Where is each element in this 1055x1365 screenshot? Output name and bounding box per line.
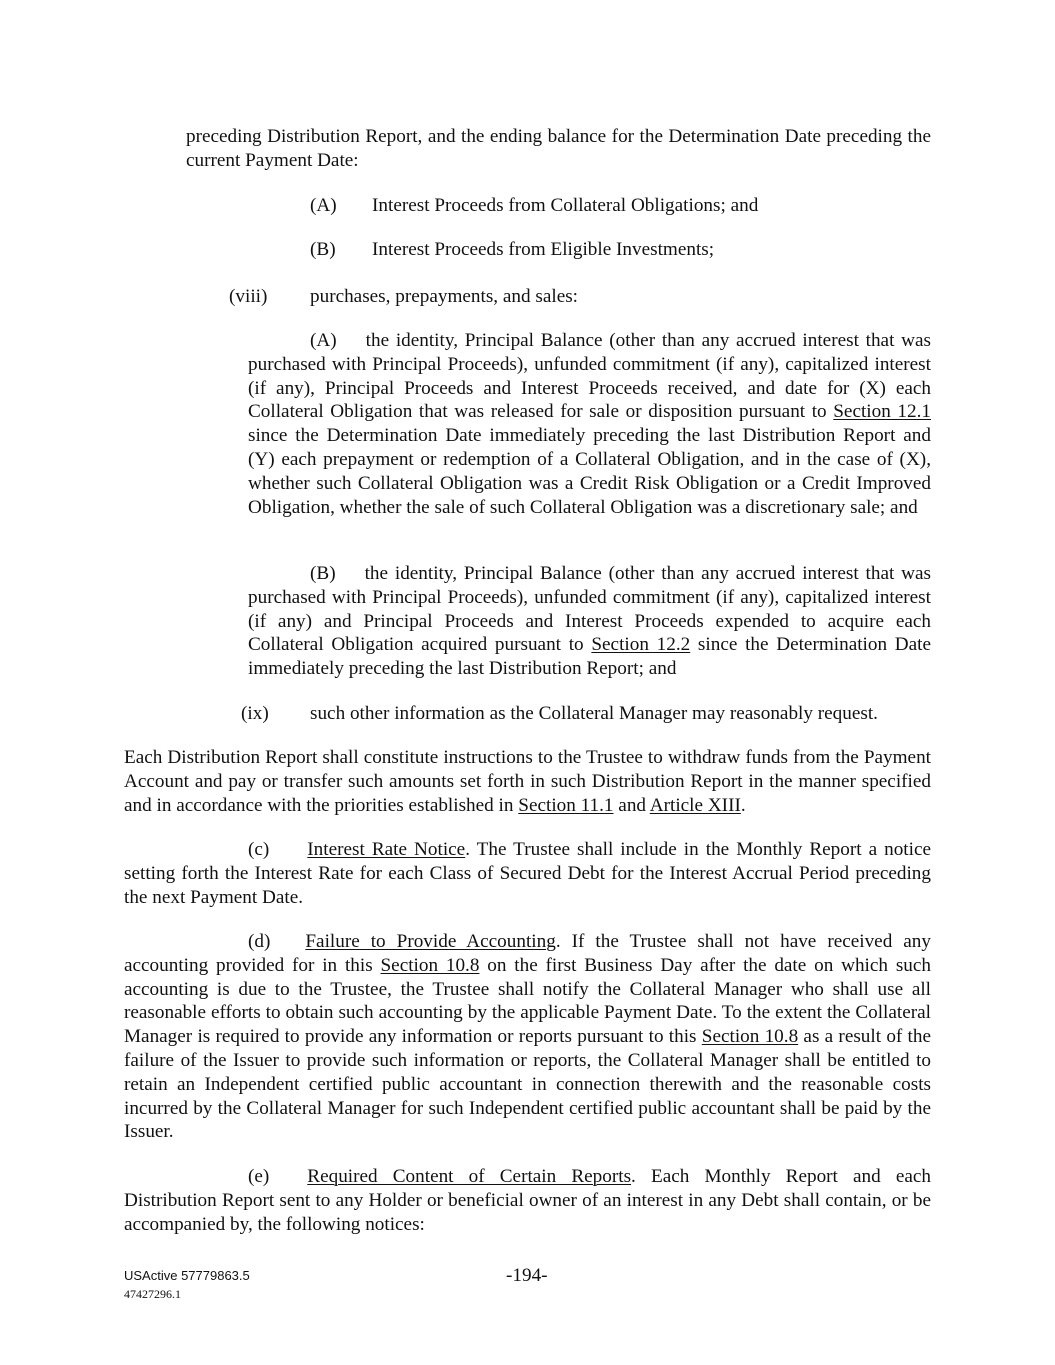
section-c-text: . The Trustee shall include in the Monthly Report a notice setting forth the Interest Rate for each Class of Secured Debt for the Interest Accrual Period preceding the next Payment Date. (124, 839, 932, 908)
section-c-label: (c) (248, 839, 270, 860)
item-viii-text: purchases, prepayments, and sales: (310, 286, 579, 307)
item-viii-a-label: (A) (310, 330, 337, 351)
page-number: -194- (506, 1265, 548, 1286)
article-xiii-link[interactable]: Article XIII (649, 794, 741, 816)
section-e-paragraph (124, 1165, 931, 1236)
footer-doc-id-secondary: 47427296.1 (124, 1287, 181, 1301)
section-e-heading: Required Content of Certain Reports (307, 1166, 632, 1187)
sub-item-a-text: Interest Proceeds from Collateral Obligations; and (372, 195, 759, 216)
item-viii-a-text-1: the identity, Principal Balance (other than any accrued interest that was purchased with Principal Proceeds), unfunded commitment (if any), capitalized interest (if any), Principal Proceeds and Interest Proceeds received, and date for (X) each Collateral Obligation that was released for sale or disposition pursuant to (248, 330, 931, 423)
item-ix-text: such other information as the Collateral Manager may reasonably request. (310, 703, 878, 724)
section-e-label: (e) (248, 1166, 270, 1187)
sub-item-a-label: (A) (310, 195, 337, 216)
item-viii-label: (viii) (229, 286, 268, 307)
distribution-report-paragraph (124, 746, 931, 817)
item-viii-a-paragraph (248, 329, 931, 519)
section-d-text-3: as a result of the failure of the Issuer to provide such information or reports, the Collateral Manager shall be entitled to retain an Independent certified public accountant in connection therewith and the reasonable costs incurred by the Collateral Manager for such Independent certified public accountant shall be paid by the Issuer. (124, 1026, 931, 1143)
section-d-text-2: on the first Business Day after the date on which such accounting is due to the Trustee, the Trustee shall notify the Collateral Manager who shall use all reasonable efforts to obtain such accounting by the applicable Payment Date. To the extent the Collateral Manager is required to provide any information or reports pursuant to this (124, 954, 931, 1048)
section-d-label: (d) (248, 931, 271, 952)
item-viii-b-label: (B) (310, 563, 336, 584)
section-10-8-link-1[interactable]: Section 10.8 (380, 954, 480, 976)
intro-paragraph (186, 125, 931, 173)
section-d-text-1: . If the Trustee shall not have received any accounting provided for in this (124, 931, 931, 976)
section-c-heading: Interest Rate Notice (307, 839, 466, 860)
section-e-text: . Each Monthly Report and each Distribution Report sent to any Holder or beneficial owner of an interest in any Debt shall contain, or be accompanied by, the following notices: (124, 1166, 931, 1235)
section-c-paragraph (124, 838, 931, 909)
section-12-2-link[interactable]: Section 12.2 (591, 634, 691, 656)
distribution-text-end: . (740, 794, 746, 816)
section-10-8-link-2[interactable]: Section 10.8 (701, 1026, 799, 1048)
item-viii-b-paragraph (248, 562, 931, 681)
section-12-1-link[interactable]: Section 12.1 (833, 401, 931, 423)
distribution-text-1: Each Distribution Report shall constitute instructions to the Trustee to withdraw funds from the Payment Account and pay or transfer such amounts set forth in such Distribution Report in the manner specified and in accordance with the priorities established in (124, 747, 931, 816)
intro-text: preceding Distribution Report, and the ending balance for the Determination Date preceding the current Payment Date: (186, 126, 931, 171)
section-11-1-link[interactable]: Section 11.1 (518, 794, 614, 816)
item-ix-label: (ix) (241, 703, 269, 724)
footer-doc-id: USActive 57779863.5 (124, 1268, 250, 1283)
section-d-heading: Failure to Provide Accounting (305, 931, 556, 952)
item-viii-a-text-2: since the Determination Date immediately preceding the last Distribution Report and (Y) each prepayment or redemption of a Collateral Obligation, and in the case of (X), whether such Collateral Obligation was a Credit Risk Obligation or a Credit Improved Obligation, whether the sale of such Collateral Obligation was a discretionary sale; and (248, 425, 931, 518)
distribution-text-mid: and (613, 794, 650, 816)
item-viii-b-text-2: since the Determination Date immediately preceding the last Distribution Report; and (248, 634, 931, 680)
sub-item-b-label: (B) (310, 239, 336, 260)
section-d-paragraph (124, 930, 931, 1144)
sub-item-b-text: Interest Proceeds from Eligible Investments; (372, 239, 715, 260)
item-viii-b-text-1: the identity, Principal Balance (other than any accrued interest that was purchased with Principal Proceeds), unfunded commitment (if any), capitalized interest (if any) and Principal Proceeds and Interest Proceeds expended to acquire each Collateral Obligation acquired pursuant to (248, 563, 931, 656)
